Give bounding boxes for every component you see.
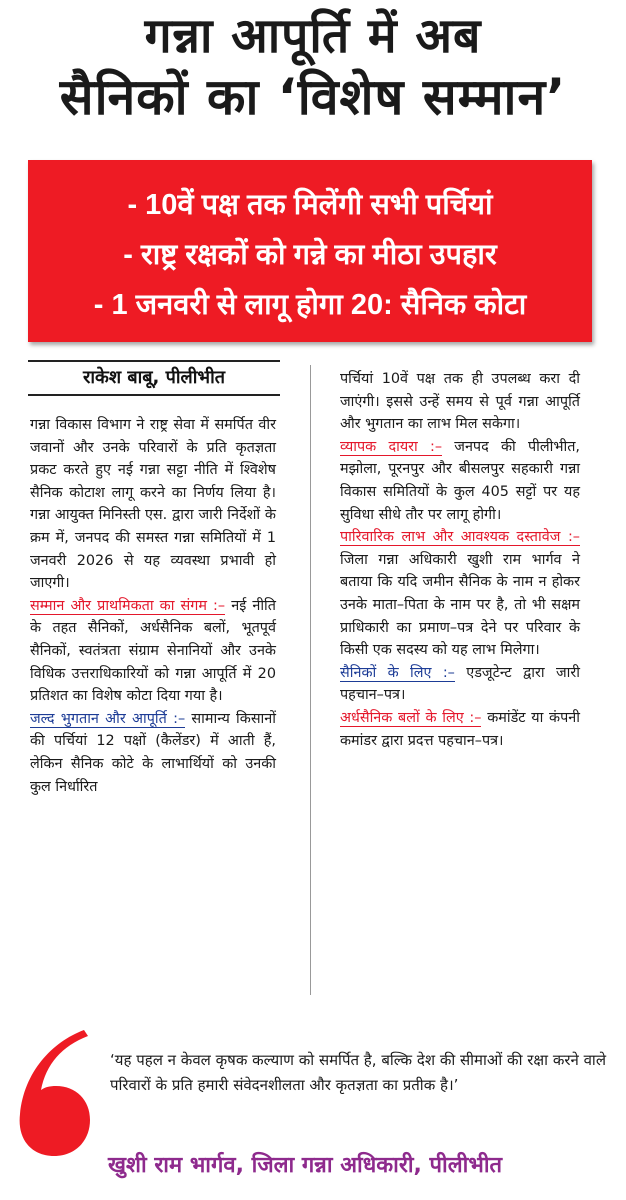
subsection-payment-text: सामान्य किसानों की पर्चियां 12 पक्षों (कैलेंडर) में आती हैं, लेकिन सैनिक कोटे के लाभार्थियों को उनकी कुल निर्धारित [30,710,276,795]
article-column-right [340,368,580,752]
subsection-honour-text: नई नीति के तहत सैनिकों, अर्धसैनिक बलों, भूतपूर्व सैनिकों, स्वतंत्रता संग्राम सेनानियों और उनके विधिक उत्तराधिकारियों को गन्ना आपूर्ति में 20 प्रतिशत का विशेष कोटा दिया गया है। [30,597,276,705]
subsection-payment [30,708,276,798]
subheading-soldiers: सैनिकों के लिए :– [340,664,455,681]
subheading-paramilitary: अर्धसैनिक बलों के लिए :– [340,709,482,726]
subsection-scope [340,436,580,526]
subheading-payment: जल्द भुगतान और आपूर्ति :– [30,710,186,727]
subsection-soldiers-text: एडजूटेन्ट द्वारा जारी पहचान–पत्र। [340,664,581,704]
subsection-paramilitary-text: कमांडेंट या कंपनी कमांडर द्वारा प्रदत्त पहचान–पत्र। [340,709,580,749]
quote-text: ‘यह पहल न केवल कृषक कल्याण को समर्पित है, बल्कि देश की सीमाओं की रक्षा करने वाले परिवारों के प्रति हमारी संवेदनशीलता और कृतज्ञता का प्रतीक है।’ [110,1051,606,1094]
intro-text: गन्ना विकास विभाग ने राष्ट्र सेवा में समर्पित वीर जवानों और उनके परिवारों के प्रति कृतज्ञता प्रकट करते हुए नई गन्ना सट्टा नीति में श्विशेष सैनिक कोटाश लागू करने का निर्णय लिया है। गन्ना आयुक्त मिनिस्ती एस. द्वारा जारी निर्देशों के क्रम में, जनपद की समस्त गन्ना समितियों में 1 जनवरी 2026 से यह व्यवस्था प्रभावी हो जाएगी। [30,417,276,592]
highlight-item: - 1 जनवरी से लागू होगा 20: सैनिक कोटा [93,289,527,321]
continued-text: पर्चियां 10वें पक्ष तक ही उपलब्ध करा दी जाएंगी। इससे उन्हें समय से पूर्व गन्ना आपूर्ति और भुगतान का लाभ मिल सकेगा। [340,371,580,433]
subsection-scope-text: जनपद की पीलीभीत, मझोला, पूरनपुर और बीसलपुर सहकारी गन्ना विकास समितियों के कुल 405 सट्टों पर यह सुविधा सीधे तौर पर लागू होगी। [340,438,580,523]
subsection-family-text: जिला गन्ना अधिकारी खुशी राम भार्गव ने बताया कि यदि जमीन सैनिक के नाम न होकर उनके माता–पिता के नाम पर है, तो भी सक्षम प्राधिकारी का प्रमाण–पत्र देने पर परिवार के किसी एक सदस्य को यह लाभ मिलेगा। [340,551,580,659]
quote-mark-icon [14,1028,96,1158]
column-divider [310,365,311,995]
highlights-list [28,160,592,330]
subheading-family: पारिवारिक लाभ और आवश्यक दस्तावेज :– [340,529,580,546]
highlight-item: - 10वें पक्ष तक मिलेंगी सभी पर्चियां [127,189,493,221]
headline [0,6,626,128]
headline-line-2: सैनिकों का ‘विशेष सम्मान’ [59,68,567,126]
headline-line-1: गन्ना आपूर्ति में अब [144,8,482,64]
subheading-scope: व्यापक दायरा :– [340,438,443,455]
highlights-box [28,160,592,342]
byline: राकेश बाबू, पीलीभीत [28,360,280,396]
continued-paragraph [340,368,580,436]
subsection-paramilitary [340,707,580,752]
article-column-left [30,414,276,798]
intro-paragraph [30,414,276,595]
subsection-family [340,526,580,662]
subheading-honour: सम्मान और प्राथमिकता का संगम :– [30,597,226,614]
subsection-soldiers [340,662,580,707]
quote-author: खुशी राम भार्गव, जिला गन्ना अधिकारी, पीलीभीत [108,1153,503,1178]
subsection-honour [30,595,276,708]
highlight-item: - राष्ट्र रक्षकों को गन्ने का मीठा उपहार [123,239,497,271]
